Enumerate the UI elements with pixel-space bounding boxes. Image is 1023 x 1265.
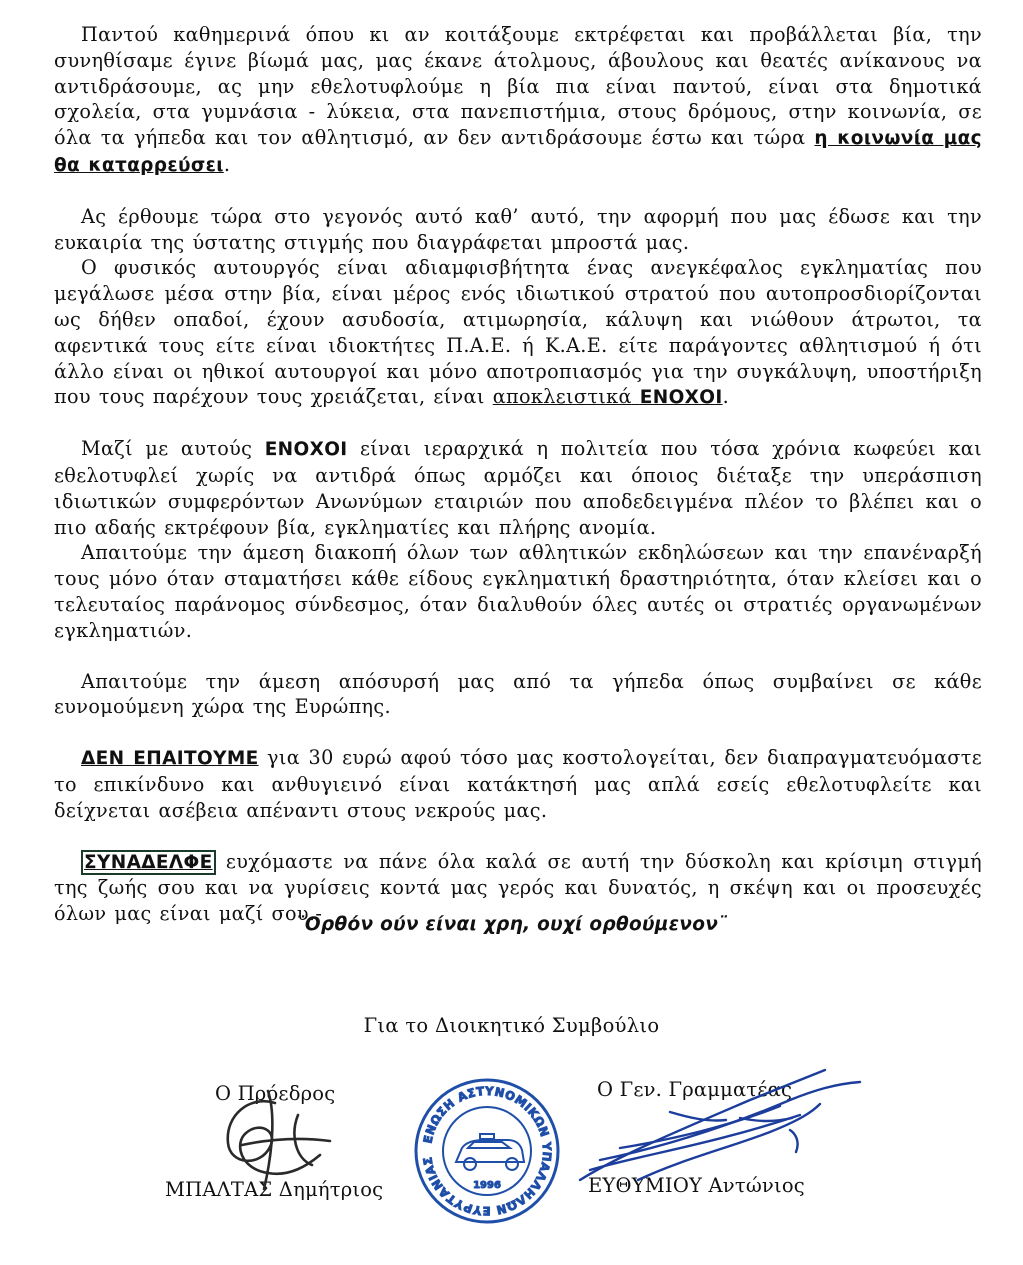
- emphasis-not-begging: ΔΕΝ ΕΠΑΙΤΟΥΜΕ: [81, 748, 259, 770]
- secretary-role: Ο Γεν. Γραμματέας: [597, 1078, 793, 1101]
- union-seal-stamp: [412, 1076, 562, 1226]
- letter-body: [54, 22, 982, 927]
- paragraph-text: Μαζί με αυτούς: [81, 437, 265, 461]
- paragraph-text: .: [722, 385, 730, 409]
- paragraph-perpetrator: [54, 255, 982, 411]
- president-name: ΜΠΑΛΤΑΣ Δημήτριος: [165, 1178, 384, 1201]
- secretary-signature: [560, 1060, 880, 1195]
- paragraph-not-begging: [54, 745, 982, 823]
- emphasis-exclusively: αποκλειστικά: [492, 385, 632, 409]
- paragraph-text: Απαιτούμε την άμεση απόσυρσή μας από τα γήπεδα όπως συμβαίνει σε κάθε ευνομούμενη χώρα της Ευρώπης.: [54, 669, 982, 719]
- paragraph-gap: [54, 411, 982, 436]
- paragraph-event: [54, 204, 982, 256]
- paragraph-text: ευχόμαστε να πάνε όλα καλά σε αυτή την δύσκολη και κρίσιμη στιγμή της ζωής σου και να γυρίσεις κοντά μας γερός και δυνατός, η σκέψη και οι προσευχές όλων μας είναι μαζί σου.-: [54, 849, 982, 926]
- emphasis-guilty: ΕΝΟΧΟΙ: [639, 387, 723, 409]
- paragraph-text: Απαιτούμε την άμεση διακοπή όλων των αθλητικών εκδηλώσεων και την επανέναρξή τους μόνο όταν σταματήσει κάθε είδους εγκληματική δραστηριότητα, όταν κλείσει και ο τελευταίος παράνομος σύνδεσμος, όταν διαλυθούν όλες αυτές οι στρατιές οργανωμένων εγκληματιών.: [54, 541, 982, 642]
- secretary-name: ΕΥΘΥΜΙΟΥ Αντώνιος: [588, 1174, 805, 1197]
- paragraph-demand-stop: [54, 540, 982, 643]
- paragraph-gap: [54, 824, 982, 849]
- paragraph-violence: [54, 22, 982, 179]
- emphasis-guilty: ΕΝΟΧΟΙ: [264, 439, 348, 461]
- paragraph-gap: [54, 644, 982, 669]
- paragraph-text: Ο φυσικός αυτουργός είναι αδιαμφισβήτητα ένας ανεγκέφαλος εγκληματίας που μεγάλωσε μέσα στην βία, είναι μέρος ενός ιδιωτικού στρατού που αυτοπροσδιορίζονται ως δήθεν οπαδοί, έχουν ασυδοσία, ατιμωρησία, κάλυψη και νιώθουν άτρωτοι, τα αφεντικά τους είτε είναι ιδιοκτήτες Π.Α.Ε. ή Κ.Α.Ε. είτε παράγοντες αθλητισμού ή ότι άλλο είναι οι ηθικοί αυτουργοί και μόνο αποτροπιασμός για την συγκάλυψη, υποστήριξη που τους παρέχουν τους χρειάζεται, είναι: [54, 256, 982, 409]
- emphasis-colleague: ΣΥΝΑΔΕΛΦΕ: [81, 850, 216, 875]
- paragraph-text: Παντού καθημερινά όπου κι αν κοιτάξουμε εκτρέφεται και προβάλλεται βία, την συνηθίσαμε έγινε βίωμά μας, μας έκανε άτολμους, άβουλους και θεατές ανίκανους να αντιδράσουμε, ας μην εθελοτυφλούμε η βία πια είναι παντού, είναι στα δημοτικά σχολεία, στα γυμνάσια - λύκεια, στα πανεπιστήμια, στους δρόμους, στην κοινωνία, σε όλα τα γήπεδα και τον αθλητισμό, αν δεν αντιδράσουμε έστω και τώρα: [54, 23, 982, 150]
- paragraph-gap: [54, 179, 982, 204]
- paragraph-text: .: [223, 152, 231, 176]
- paragraph-demand-withdrawal: [54, 669, 982, 721]
- paragraph-text: είναι ιεραρχικά η πολιτεία που τόσα χρόνια κωφεύει και εθελοτυφλεί χωρίς να αντιδρά όπως αρμόζει και όποιος διέταξε την υπεράσπιση ιδιωτικών συμφερόντων Ανωνύμων εταιριών που αποδεδειγμένα πλέον το βλέπει και ο πιο αδαής εκτρέφουν βία, εγκληματίες και πλήρης ανομία.: [54, 437, 982, 539]
- seal-year: 1996: [473, 1180, 501, 1191]
- president-signature: [180, 1085, 350, 1195]
- paragraph-text: Ας έρθουμε τώρα στο γεγονός αυτό καθ’ αυτό, την αφορμή που μας έδωσε και την ευκαιρία της ύστατης στιγμής που διαγράφεται μπροστά μας.: [54, 204, 982, 254]
- president-role: Ο Πρόεδρος: [215, 1082, 336, 1105]
- emphasis-collapse: η κοινωνία μας θα καταρρεύσει: [54, 128, 982, 176]
- motto: ¨Ορθόν ούν είναι χρη, ουχί ορθούμενον¨: [295, 914, 728, 935]
- svg-text:ΕΝΩΣΗ ΑΣΤΥΝΟΜΙΚΩΝ ΥΠΑΛΛΗΛΩΝ ΕΥ: [420, 1084, 554, 1218]
- paragraph-state: [54, 436, 982, 540]
- seal-text: ΕΝΩΣΗ ΑΣΤΥΝΟΜΙΚΩΝ ΥΠΑΛΛΗΛΩΝ ΕΥΡΥΤΑΝΙΑΣ: [420, 1083, 555, 1219]
- paragraph-text: [632, 385, 640, 408]
- paragraph-text: για 30 ευρώ αφού τόσο μας κοστολογείται, δεν διαπραγματευόμαστε το επικίνδυνο και ανθυγιεινό είναι κατάκτησή μας απλά εσείς εθελοτυφλείτε και δείχνεται ασέβεια απέναντι στους νεκρούς μας.: [54, 746, 983, 822]
- board-line: Για το Διοικητικό Συμβούλιο: [363, 1014, 660, 1037]
- paragraph-gap: [54, 720, 982, 745]
